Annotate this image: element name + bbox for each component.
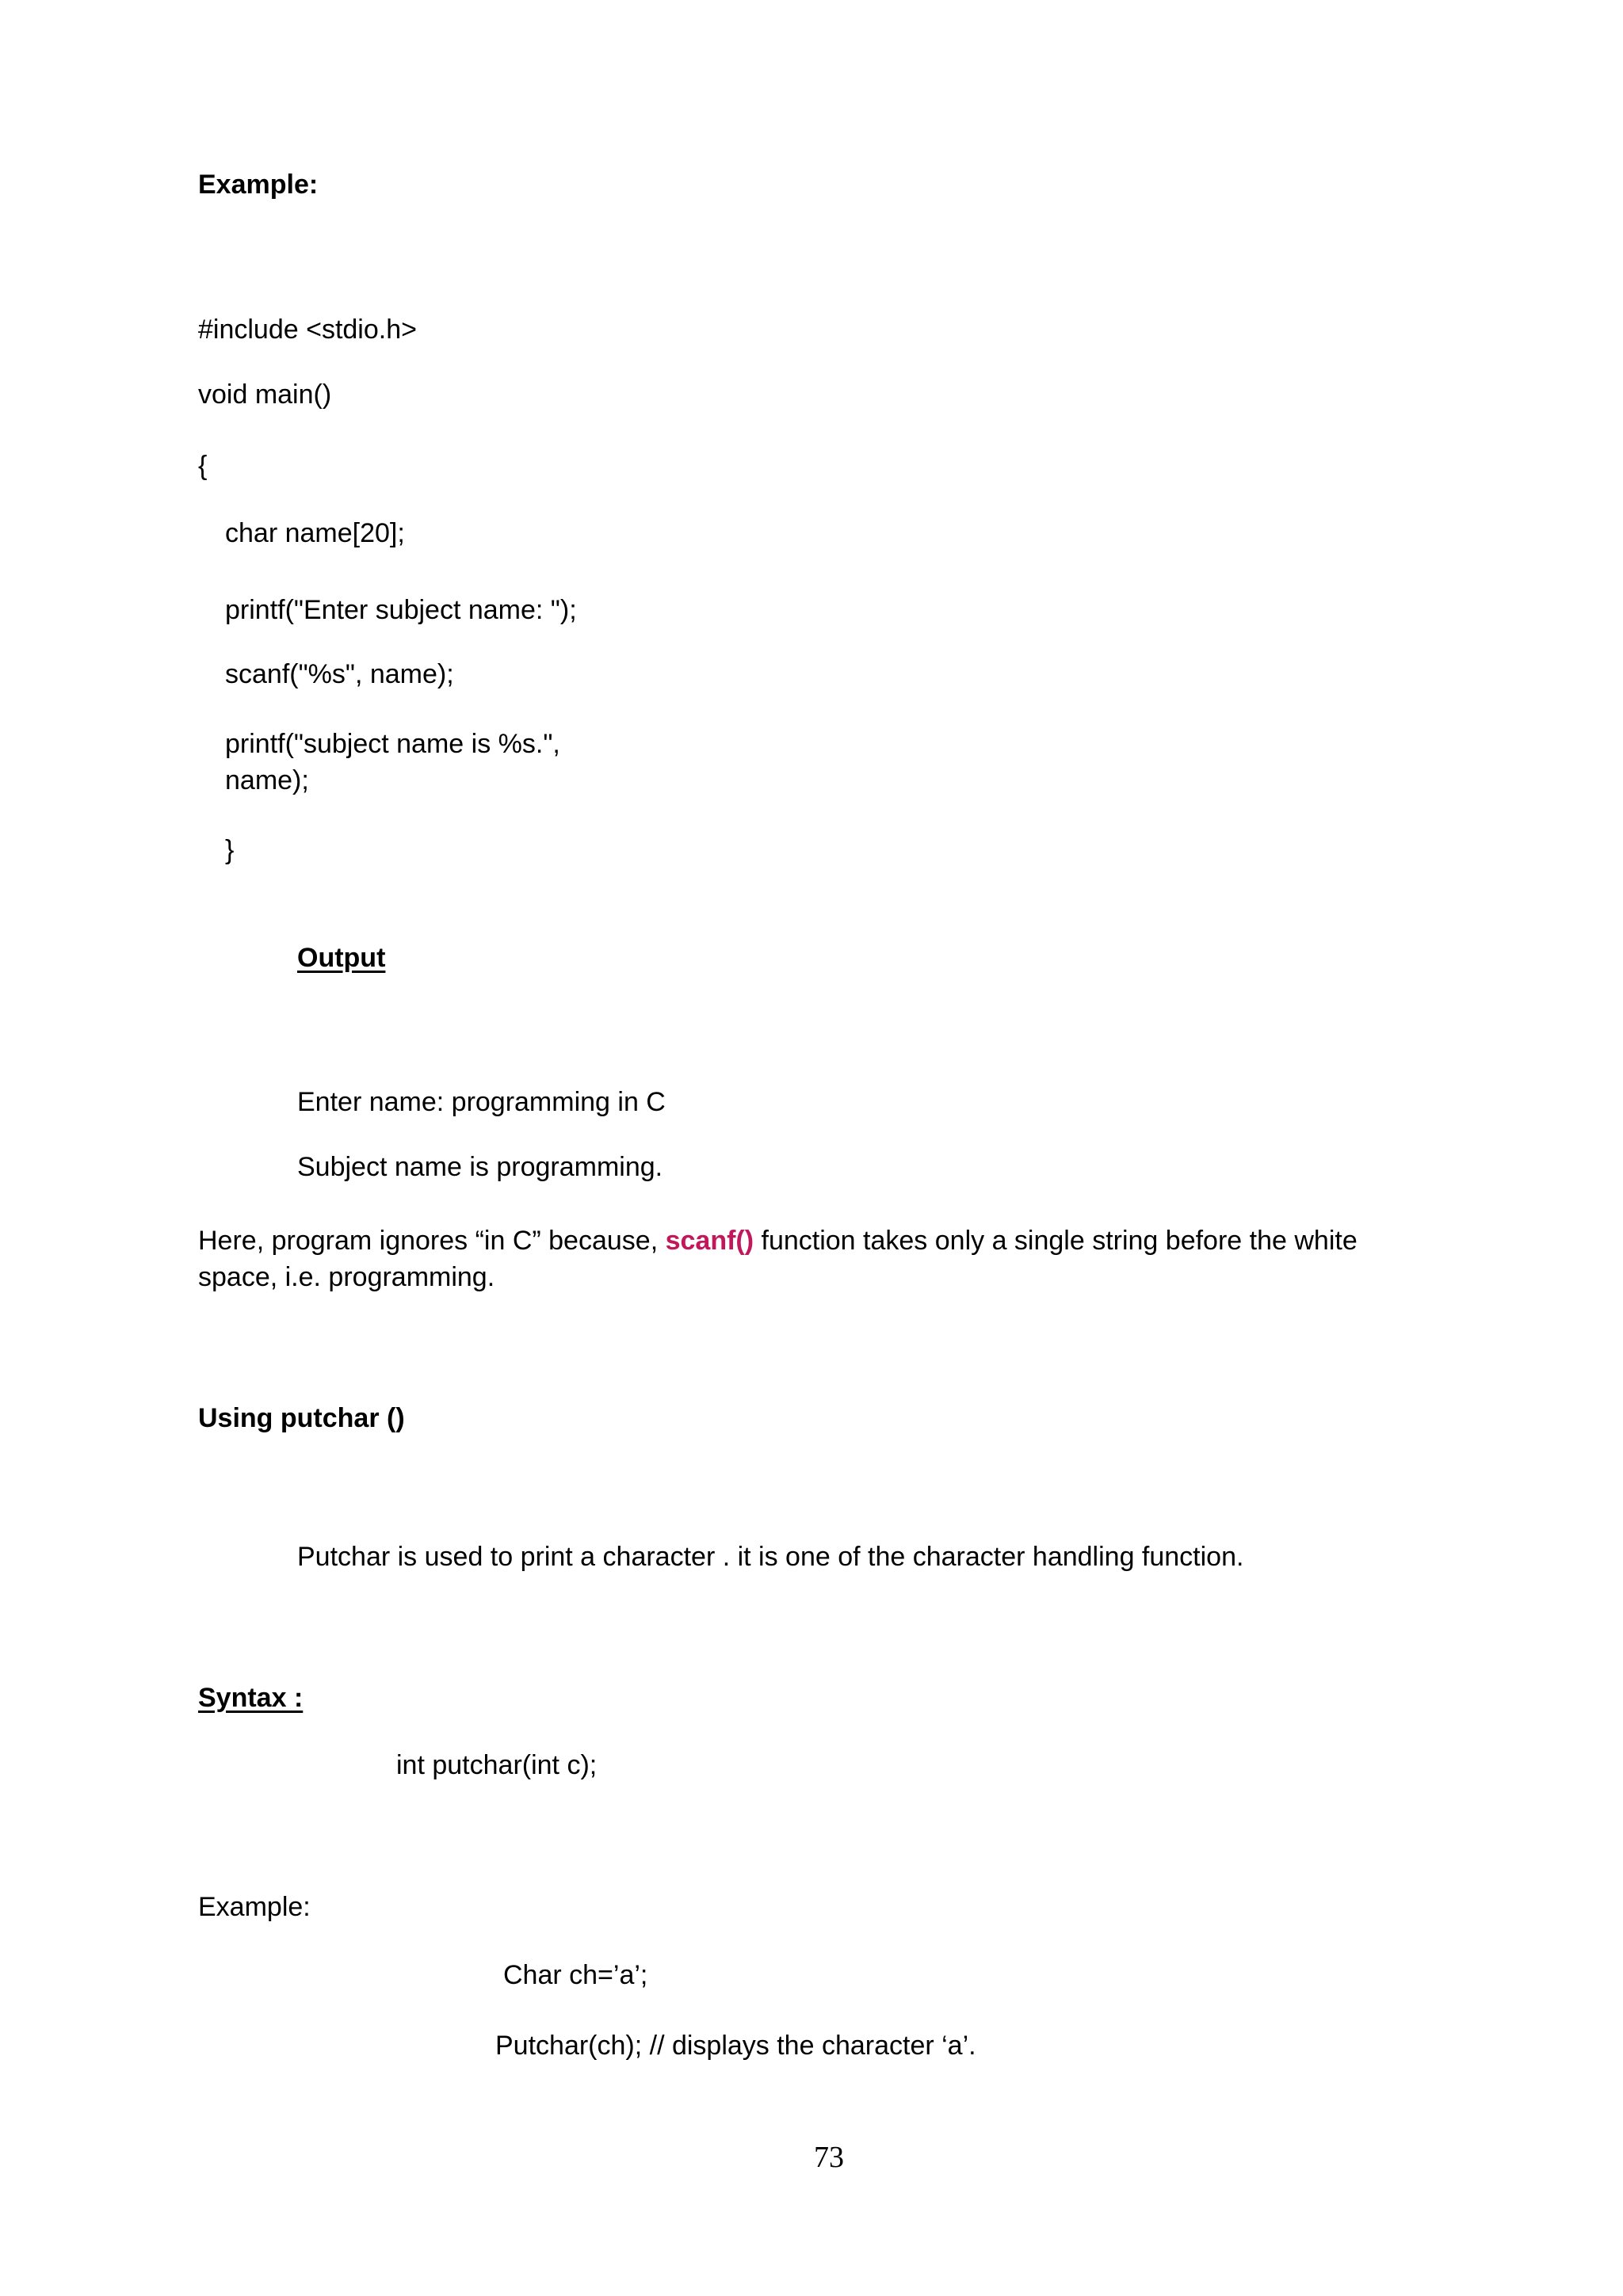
output-heading: Output xyxy=(297,943,386,973)
code-line-scanf: scanf("%s", name); xyxy=(225,659,454,689)
output-line-2: Subject name is programming. xyxy=(297,1152,663,1182)
code-line-printf2-cont: name); xyxy=(225,765,309,795)
explanation-line-2: space, i.e. programming. xyxy=(198,1262,495,1292)
syntax-code: int putchar(int c); xyxy=(396,1750,598,1780)
putchar-heading: Using putchar () xyxy=(198,1403,405,1433)
explanation-paragraph xyxy=(198,1222,1358,1259)
code-line-main: void main() xyxy=(198,379,332,410)
example-heading: Example: xyxy=(198,170,319,200)
putchar-description: Putchar is used to print a character . it is one of the character handling function. xyxy=(297,1542,1244,1572)
code-line-printf2: printf("subject name is %s.", xyxy=(225,729,560,759)
explanation-text-after: function takes only a single string before the white xyxy=(754,1226,1358,1256)
code-line-include: #include <stdio.h> xyxy=(198,315,417,345)
explanation-text-before: Here, program ignores “in C” because, xyxy=(198,1226,666,1256)
example2-heading: Example: xyxy=(198,1892,311,1922)
example2-line-2: Putchar(ch); // displays the character ‘a’. xyxy=(495,2031,976,2061)
code-line-open-brace: { xyxy=(198,451,208,481)
syntax-heading: Syntax : xyxy=(198,1683,304,1713)
scanf-highlight: scanf() xyxy=(665,1226,754,1256)
page-number: 73 xyxy=(814,2141,844,2174)
example2-line-1: Char ch=’a’; xyxy=(503,1960,648,1990)
code-line-decl: char name[20]; xyxy=(225,518,405,548)
output-line-1: Enter name: programming in C xyxy=(297,1087,666,1117)
code-line-close-brace: } xyxy=(225,835,235,865)
code-line-printf1: printf("Enter subject name: "); xyxy=(225,595,577,625)
